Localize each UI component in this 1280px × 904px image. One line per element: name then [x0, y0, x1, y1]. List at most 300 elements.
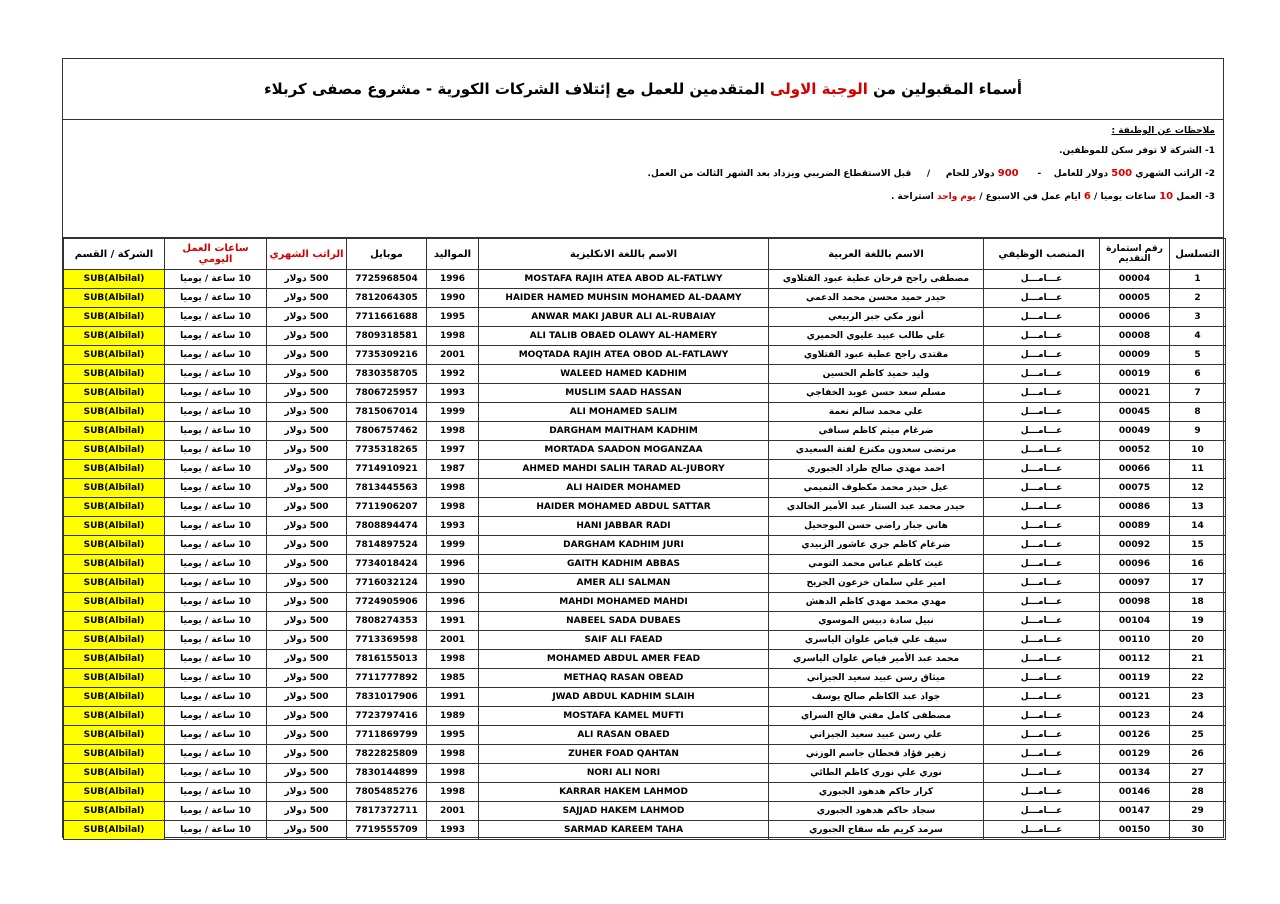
table-row: [64, 365, 1226, 384]
form-cell: 00086: [1100, 498, 1170, 517]
hours-cell: 10 ساعة / يوميا: [165, 460, 267, 479]
ar-name-cell: محمد عبد الأمير فياض علوان الياسري: [769, 650, 984, 669]
company-cell: (Albilal)SUB: [64, 745, 165, 764]
birth-cell: 1998: [427, 327, 479, 346]
table-row: [64, 403, 1226, 422]
hours-cell: 10 ساعة / يوميا: [165, 745, 267, 764]
hours-cell: 10 ساعة / يوميا: [165, 498, 267, 517]
job-cell: عـــامـــل: [984, 821, 1100, 840]
header-en-name: الاسم باللغة الانكليزية: [479, 239, 769, 270]
company-cell: (Albilal)SUB: [64, 289, 165, 308]
seq-cell: 11: [1170, 460, 1226, 479]
company-cell: (Albilal)SUB: [64, 384, 165, 403]
header-mobile: موبايل: [347, 239, 427, 270]
job-cell: عـــامـــل: [984, 384, 1100, 403]
ar-name-cell: عيل حيدر محمد مكطوف التميمي: [769, 479, 984, 498]
mobile-cell: 7735309216: [347, 346, 427, 365]
en-name-cell: MAHDI MOHAMED MAHDI: [479, 593, 769, 612]
company-cell: (Albilal)SUB: [64, 270, 165, 289]
mobile-cell: 7723797416: [347, 707, 427, 726]
mobile-cell: 7806757462: [347, 422, 427, 441]
form-cell: 00008: [1100, 327, 1170, 346]
salary-cell: 500 دولار: [267, 783, 347, 802]
seq-cell: 23: [1170, 688, 1226, 707]
mobile-cell: 7734018424: [347, 555, 427, 574]
title-part1: أسماء المقبولين من: [873, 80, 1022, 98]
hours-cell: 10 ساعة / يوميا: [165, 517, 267, 536]
birth-cell: 2001: [427, 346, 479, 365]
table-row: [64, 308, 1226, 327]
mobile-cell: 7806725957: [347, 384, 427, 403]
ar-name-cell: مرتضى سعدون مكنزع لفتة السعيدي: [769, 441, 984, 460]
seq-cell: 25: [1170, 726, 1226, 745]
mobile-cell: 7711869799: [347, 726, 427, 745]
hours-cell: 10 ساعة / يوميا: [165, 555, 267, 574]
birth-cell: 1998: [427, 764, 479, 783]
hours-cell: 10 ساعة / يوميا: [165, 441, 267, 460]
mobile-cell: 7716032124: [347, 574, 427, 593]
birth-cell: 1995: [427, 726, 479, 745]
form-cell: 00006: [1100, 308, 1170, 327]
hours-cell: 10 ساعة / يوميا: [165, 612, 267, 631]
company-cell: (Albilal)SUB: [64, 783, 165, 802]
hours-cell: 10 ساعة / يوميا: [165, 707, 267, 726]
table-row: [64, 764, 1226, 783]
hours-cell: 10 ساعة / يوميا: [165, 783, 267, 802]
en-name-cell: NORI ALI NORI: [479, 764, 769, 783]
birth-cell: 1996: [427, 270, 479, 289]
job-cell: عـــامـــل: [984, 631, 1100, 650]
title-part2: المتقدمين للعمل مع إئتلاف الشركات الكورية - مشروع مصفى كربلاء: [264, 80, 765, 98]
table-row: [64, 574, 1226, 593]
salary-cell: 500 دولار: [267, 346, 347, 365]
hours-cell: 10 ساعة / يوميا: [165, 688, 267, 707]
hours-cell: 10 ساعة / يوميا: [165, 574, 267, 593]
mobile-cell: 7735318265: [347, 441, 427, 460]
seq-cell: 17: [1170, 574, 1226, 593]
job-cell: عـــامـــل: [984, 745, 1100, 764]
mobile-cell: 7830358705: [347, 365, 427, 384]
title-highlight: الوجبة الاولى: [770, 80, 868, 98]
birth-cell: 1993: [427, 821, 479, 840]
ar-name-cell: ضرغام كاظم جري عاشور الزبيدي: [769, 536, 984, 555]
header-birth: المواليد: [427, 239, 479, 270]
document-frame: [62, 58, 1224, 838]
hours-cell: 10 ساعة / يوميا: [165, 403, 267, 422]
ar-name-cell: جواد عبد الكاظم صالح يوسف: [769, 688, 984, 707]
company-cell: (Albilal)SUB: [64, 821, 165, 840]
form-cell: 00005: [1100, 289, 1170, 308]
salary-cell: 500 دولار: [267, 460, 347, 479]
form-cell: 00075: [1100, 479, 1170, 498]
mobile-cell: 7808894474: [347, 517, 427, 536]
job-cell: عـــامـــل: [984, 270, 1100, 289]
form-cell: 00112: [1100, 650, 1170, 669]
mobile-cell: 7831017906: [347, 688, 427, 707]
seq-cell: 15: [1170, 536, 1226, 555]
form-cell: 00147: [1100, 802, 1170, 821]
job-cell: عـــامـــل: [984, 688, 1100, 707]
en-name-cell: MORTADA SAADON MOGANZAA: [479, 441, 769, 460]
en-name-cell: NABEEL SADA DUBAES: [479, 612, 769, 631]
ar-name-cell: ضرغام ميثم كاظم سنافي: [769, 422, 984, 441]
birth-cell: 1990: [427, 289, 479, 308]
en-name-cell: HAIDER HAMED MUHSIN MOHAMED AL-DAAMY: [479, 289, 769, 308]
seq-cell: 7: [1170, 384, 1226, 403]
salary-cell: 500 دولار: [267, 327, 347, 346]
form-cell: 00004: [1100, 270, 1170, 289]
ar-name-cell: مصطفى راجح فرحان عطية عبود الفتلاوي: [769, 270, 984, 289]
table-row: [64, 802, 1226, 821]
hours-cell: 10 ساعة / يوميا: [165, 289, 267, 308]
company-cell: (Albilal)SUB: [64, 536, 165, 555]
header-form: رقم استمارة التقديم: [1100, 239, 1170, 270]
company-cell: (Albilal)SUB: [64, 346, 165, 365]
mobile-cell: 7812064305: [347, 289, 427, 308]
ar-name-cell: نبيل سادة دبيس الموسوي: [769, 612, 984, 631]
ar-name-cell: أنور مكي جبر الربيعي: [769, 308, 984, 327]
applicants-table: [63, 238, 1226, 840]
ar-name-cell: سرمد كريم طه سفاح الجبوري: [769, 821, 984, 840]
seq-cell: 19: [1170, 612, 1226, 631]
birth-cell: 1989: [427, 707, 479, 726]
header-job: المنصب الوظيفي: [984, 239, 1100, 270]
table-row: [64, 593, 1226, 612]
ar-name-cell: ميثاق رسن عبيد سعيد الجيزاني: [769, 669, 984, 688]
seq-cell: 29: [1170, 802, 1226, 821]
company-cell: (Albilal)SUB: [64, 688, 165, 707]
job-cell: عـــامـــل: [984, 764, 1100, 783]
company-cell: (Albilal)SUB: [64, 517, 165, 536]
mobile-cell: 7822825809: [347, 745, 427, 764]
ar-name-cell: هاني جبار راضي حسن البوجحيل: [769, 517, 984, 536]
form-cell: 00066: [1100, 460, 1170, 479]
salary-cell: 500 دولار: [267, 707, 347, 726]
notes-heading: ملاحظات عن الوظيفة :: [1111, 126, 1215, 136]
salary-cell: 500 دولار: [267, 498, 347, 517]
mobile-cell: 7711906207: [347, 498, 427, 517]
job-cell: عـــامـــل: [984, 498, 1100, 517]
birth-cell: 1998: [427, 422, 479, 441]
birth-cell: 1998: [427, 479, 479, 498]
hours-cell: 10 ساعة / يوميا: [165, 365, 267, 384]
birth-cell: 1995: [427, 308, 479, 327]
job-cell: عـــامـــل: [984, 460, 1100, 479]
seq-cell: 28: [1170, 783, 1226, 802]
en-name-cell: ALI TALIB OBAED OLAWY AL-HAMERY: [479, 327, 769, 346]
form-cell: 00097: [1100, 574, 1170, 593]
table-row: [64, 479, 1226, 498]
job-cell: عـــامـــل: [984, 365, 1100, 384]
form-cell: 00049: [1100, 422, 1170, 441]
job-cell: عـــامـــل: [984, 555, 1100, 574]
form-cell: 00096: [1100, 555, 1170, 574]
mobile-cell: 7805485276: [347, 783, 427, 802]
mobile-cell: 7816155013: [347, 650, 427, 669]
form-cell: 00110: [1100, 631, 1170, 650]
company-cell: (Albilal)SUB: [64, 460, 165, 479]
table-row: [64, 289, 1226, 308]
mobile-cell: 7711661688: [347, 308, 427, 327]
birth-cell: 1998: [427, 783, 479, 802]
job-cell: عـــامـــل: [984, 650, 1100, 669]
hours-cell: 10 ساعة / يوميا: [165, 479, 267, 498]
note-2: 2- الراتب الشهري 500 دولار للعامل - 900 دولار للحام / قبل الاستقطاع الضريبي ويزداد بعد الشهر الثالث من العمل.: [647, 168, 1215, 179]
hours-cell: 10 ساعة / يوميا: [165, 764, 267, 783]
birth-cell: 1991: [427, 612, 479, 631]
form-cell: 00119: [1100, 669, 1170, 688]
seq-cell: 10: [1170, 441, 1226, 460]
ar-name-cell: علي طالب عبيد عليوي الحميري: [769, 327, 984, 346]
company-cell: (Albilal)SUB: [64, 403, 165, 422]
salary-cell: 500 دولار: [267, 726, 347, 745]
company-cell: (Albilal)SUB: [64, 441, 165, 460]
mobile-cell: 7719555709: [347, 821, 427, 840]
job-cell: عـــامـــل: [984, 517, 1100, 536]
en-name-cell: AMER ALI SALMAN: [479, 574, 769, 593]
ar-name-cell: وليد حميد كاظم الحسين: [769, 365, 984, 384]
birth-cell: 1999: [427, 403, 479, 422]
hours-cell: 10 ساعة / يوميا: [165, 802, 267, 821]
en-name-cell: HANI JABBAR RADI: [479, 517, 769, 536]
en-name-cell: MOSTAFA RAJIH ATEA ABOD AL-FATLWY: [479, 270, 769, 289]
seq-cell: 1: [1170, 270, 1226, 289]
job-cell: عـــامـــل: [984, 802, 1100, 821]
note-3: 3- العمل 10 ساعات يوميا / 6 ايام عمل في الاسبوع / يوم واحد استراحة .: [891, 191, 1215, 202]
ar-name-cell: سجاد حاكم هدهود الجبوري: [769, 802, 984, 821]
birth-cell: 1987: [427, 460, 479, 479]
seq-cell: 27: [1170, 764, 1226, 783]
en-name-cell: DARGHAM MAITHAM KADHIM: [479, 422, 769, 441]
en-name-cell: GAITH KADHIM ABBAS: [479, 555, 769, 574]
company-cell: (Albilal)SUB: [64, 669, 165, 688]
en-name-cell: MOHAMED ABDUL AMER FEAD: [479, 650, 769, 669]
seq-cell: 24: [1170, 707, 1226, 726]
salary-cell: 500 دولار: [267, 764, 347, 783]
ar-name-cell: زهير فؤاد قحطان جاسم الوزني: [769, 745, 984, 764]
hours-cell: 10 ساعة / يوميا: [165, 593, 267, 612]
mobile-cell: 7713369598: [347, 631, 427, 650]
ar-name-cell: علي رسن عبيد سعيد الجيزاني: [769, 726, 984, 745]
ar-name-cell: سيف علي فياض علوان الياسري: [769, 631, 984, 650]
table-row: [64, 783, 1226, 802]
job-cell: عـــامـــل: [984, 669, 1100, 688]
seq-cell: 8: [1170, 403, 1226, 422]
salary-cell: 500 دولار: [267, 289, 347, 308]
hours-cell: 10 ساعة / يوميا: [165, 422, 267, 441]
mobile-cell: 7815067014: [347, 403, 427, 422]
job-cell: عـــامـــل: [984, 441, 1100, 460]
company-cell: (Albilal)SUB: [64, 555, 165, 574]
salary-cell: 500 دولار: [267, 593, 347, 612]
job-cell: عـــامـــل: [984, 346, 1100, 365]
seq-cell: 16: [1170, 555, 1226, 574]
en-name-cell: DARGHAM KADHIM JURI: [479, 536, 769, 555]
job-cell: عـــامـــل: [984, 327, 1100, 346]
table-row: [64, 327, 1226, 346]
form-cell: 00134: [1100, 764, 1170, 783]
seq-cell: 3: [1170, 308, 1226, 327]
form-cell: 00146: [1100, 783, 1170, 802]
en-name-cell: ZUHER FOAD QAHTAN: [479, 745, 769, 764]
birth-cell: 1999: [427, 536, 479, 555]
hours-cell: 10 ساعة / يوميا: [165, 384, 267, 403]
seq-cell: 9: [1170, 422, 1226, 441]
company-cell: (Albilal)SUB: [64, 726, 165, 745]
salary-cell: 500 دولار: [267, 574, 347, 593]
seq-cell: 5: [1170, 346, 1226, 365]
ar-name-cell: حيدر حميد محسن محمد الدعمي: [769, 289, 984, 308]
notes-section: [63, 120, 1223, 238]
header-ar-name: الاسم باللغة العربية: [769, 239, 984, 270]
salary-cell: 500 دولار: [267, 688, 347, 707]
birth-cell: 1990: [427, 574, 479, 593]
en-name-cell: ALI MOHAMED SALIM: [479, 403, 769, 422]
ar-name-cell: مهدي محمد مهدي كاظم الدهش: [769, 593, 984, 612]
company-cell: (Albilal)SUB: [64, 479, 165, 498]
en-name-cell: HAIDER MOHAMED ABDUL SATTAR: [479, 498, 769, 517]
job-cell: عـــامـــل: [984, 536, 1100, 555]
mobile-cell: 7714910921: [347, 460, 427, 479]
company-cell: (Albilal)SUB: [64, 327, 165, 346]
company-cell: (Albilal)SUB: [64, 422, 165, 441]
birth-cell: 1985: [427, 669, 479, 688]
seq-cell: 12: [1170, 479, 1226, 498]
hours-cell: 10 ساعة / يوميا: [165, 536, 267, 555]
table-row: [64, 384, 1226, 403]
company-cell: (Albilal)SUB: [64, 308, 165, 327]
ar-name-cell: مقتدى راجح عطية عبود الفتلاوي: [769, 346, 984, 365]
form-cell: 00104: [1100, 612, 1170, 631]
seq-cell: 21: [1170, 650, 1226, 669]
ar-name-cell: حيدر محمد عبد الستار عبد الأمير الخالدي: [769, 498, 984, 517]
ar-name-cell: احمد مهدي صالح طراد الجبوري: [769, 460, 984, 479]
form-cell: 00019: [1100, 365, 1170, 384]
form-cell: 00089: [1100, 517, 1170, 536]
table-row: [64, 536, 1226, 555]
salary-cell: 500 دولار: [267, 669, 347, 688]
ar-name-cell: نوري علي نوري كاظم الطائي: [769, 764, 984, 783]
table-row: [64, 555, 1226, 574]
company-cell: (Albilal)SUB: [64, 593, 165, 612]
company-cell: (Albilal)SUB: [64, 707, 165, 726]
job-cell: عـــامـــل: [984, 612, 1100, 631]
salary-cell: 500 دولار: [267, 308, 347, 327]
mobile-cell: 7817372711: [347, 802, 427, 821]
mobile-cell: 7724905906: [347, 593, 427, 612]
salary-cell: 500 دولار: [267, 555, 347, 574]
salary-cell: 500 دولار: [267, 384, 347, 403]
seq-cell: 22: [1170, 669, 1226, 688]
table-row: [64, 688, 1226, 707]
table-row: [64, 821, 1226, 840]
form-cell: 00092: [1100, 536, 1170, 555]
salary-cell: 500 دولار: [267, 650, 347, 669]
table-row: [64, 460, 1226, 479]
en-name-cell: ALI RASAN OBAED: [479, 726, 769, 745]
ar-name-cell: مسلم سعد حسن عويد الخفاجي: [769, 384, 984, 403]
header-seq: التسلسل: [1170, 239, 1226, 270]
salary-cell: 500 دولار: [267, 802, 347, 821]
form-cell: 00126: [1100, 726, 1170, 745]
en-name-cell: ANWAR MAKI JABUR ALI AL-RUBAIAY: [479, 308, 769, 327]
birth-cell: 1992: [427, 365, 479, 384]
en-name-cell: JWAD ABDUL KADHIM SLAIH: [479, 688, 769, 707]
birth-cell: 1998: [427, 650, 479, 669]
table-row: [64, 707, 1226, 726]
header-hours: ساعات العمل اليومي: [165, 239, 267, 270]
en-name-cell: MUSLIM SAAD HASSAN: [479, 384, 769, 403]
birth-cell: 1993: [427, 517, 479, 536]
page-title: [63, 59, 1223, 120]
job-cell: عـــامـــل: [984, 422, 1100, 441]
job-cell: عـــامـــل: [984, 289, 1100, 308]
salary-cell: 500 دولار: [267, 536, 347, 555]
job-cell: عـــامـــل: [984, 707, 1100, 726]
salary-cell: 500 دولار: [267, 422, 347, 441]
form-cell: 00009: [1100, 346, 1170, 365]
salary-cell: 500 دولار: [267, 479, 347, 498]
en-name-cell: MOSTAFA KAMEL MUFTI: [479, 707, 769, 726]
salary-cell: 500 دولار: [267, 441, 347, 460]
hours-cell: 10 ساعة / يوميا: [165, 631, 267, 650]
hours-cell: 10 ساعة / يوميا: [165, 270, 267, 289]
mobile-cell: 7830144899: [347, 764, 427, 783]
form-cell: 00021: [1100, 384, 1170, 403]
en-name-cell: KARRAR HAKEM LAHMOD: [479, 783, 769, 802]
company-cell: (Albilal)SUB: [64, 574, 165, 593]
en-name-cell: AHMED MAHDI SALIH TARAD AL-JUBORY: [479, 460, 769, 479]
form-cell: 00052: [1100, 441, 1170, 460]
birth-cell: 1991: [427, 688, 479, 707]
job-cell: عـــامـــل: [984, 783, 1100, 802]
en-name-cell: SAIF ALI FAEAD: [479, 631, 769, 650]
en-name-cell: MOQTADA RAJIH ATEA OBOD AL-FATLAWY: [479, 346, 769, 365]
job-cell: عـــامـــل: [984, 593, 1100, 612]
table-row: [64, 270, 1226, 289]
hours-cell: 10 ساعة / يوميا: [165, 821, 267, 840]
mobile-cell: 7814897524: [347, 536, 427, 555]
seq-cell: 4: [1170, 327, 1226, 346]
table-header-row: [64, 239, 1226, 270]
seq-cell: 26: [1170, 745, 1226, 764]
table-row: [64, 669, 1226, 688]
hours-cell: 10 ساعة / يوميا: [165, 327, 267, 346]
seq-cell: 18: [1170, 593, 1226, 612]
table-row: [64, 441, 1226, 460]
seq-cell: 30: [1170, 821, 1226, 840]
mobile-cell: 7711777892: [347, 669, 427, 688]
company-cell: (Albilal)SUB: [64, 650, 165, 669]
company-cell: (Albilal)SUB: [64, 631, 165, 650]
job-cell: عـــامـــل: [984, 403, 1100, 422]
form-cell: 00098: [1100, 593, 1170, 612]
mobile-cell: 7813445563: [347, 479, 427, 498]
en-name-cell: SARMAD KAREEM TAHA: [479, 821, 769, 840]
table-row: [64, 650, 1226, 669]
mobile-cell: 7725968504: [347, 270, 427, 289]
birth-cell: 1998: [427, 745, 479, 764]
salary-cell: 500 دولار: [267, 517, 347, 536]
company-cell: (Albilal)SUB: [64, 498, 165, 517]
job-cell: عـــامـــل: [984, 726, 1100, 745]
table-row: [64, 726, 1226, 745]
salary-cell: 500 دولار: [267, 745, 347, 764]
hours-cell: 10 ساعة / يوميا: [165, 669, 267, 688]
hours-cell: 10 ساعة / يوميا: [165, 346, 267, 365]
job-cell: عـــامـــل: [984, 574, 1100, 593]
form-cell: 00123: [1100, 707, 1170, 726]
